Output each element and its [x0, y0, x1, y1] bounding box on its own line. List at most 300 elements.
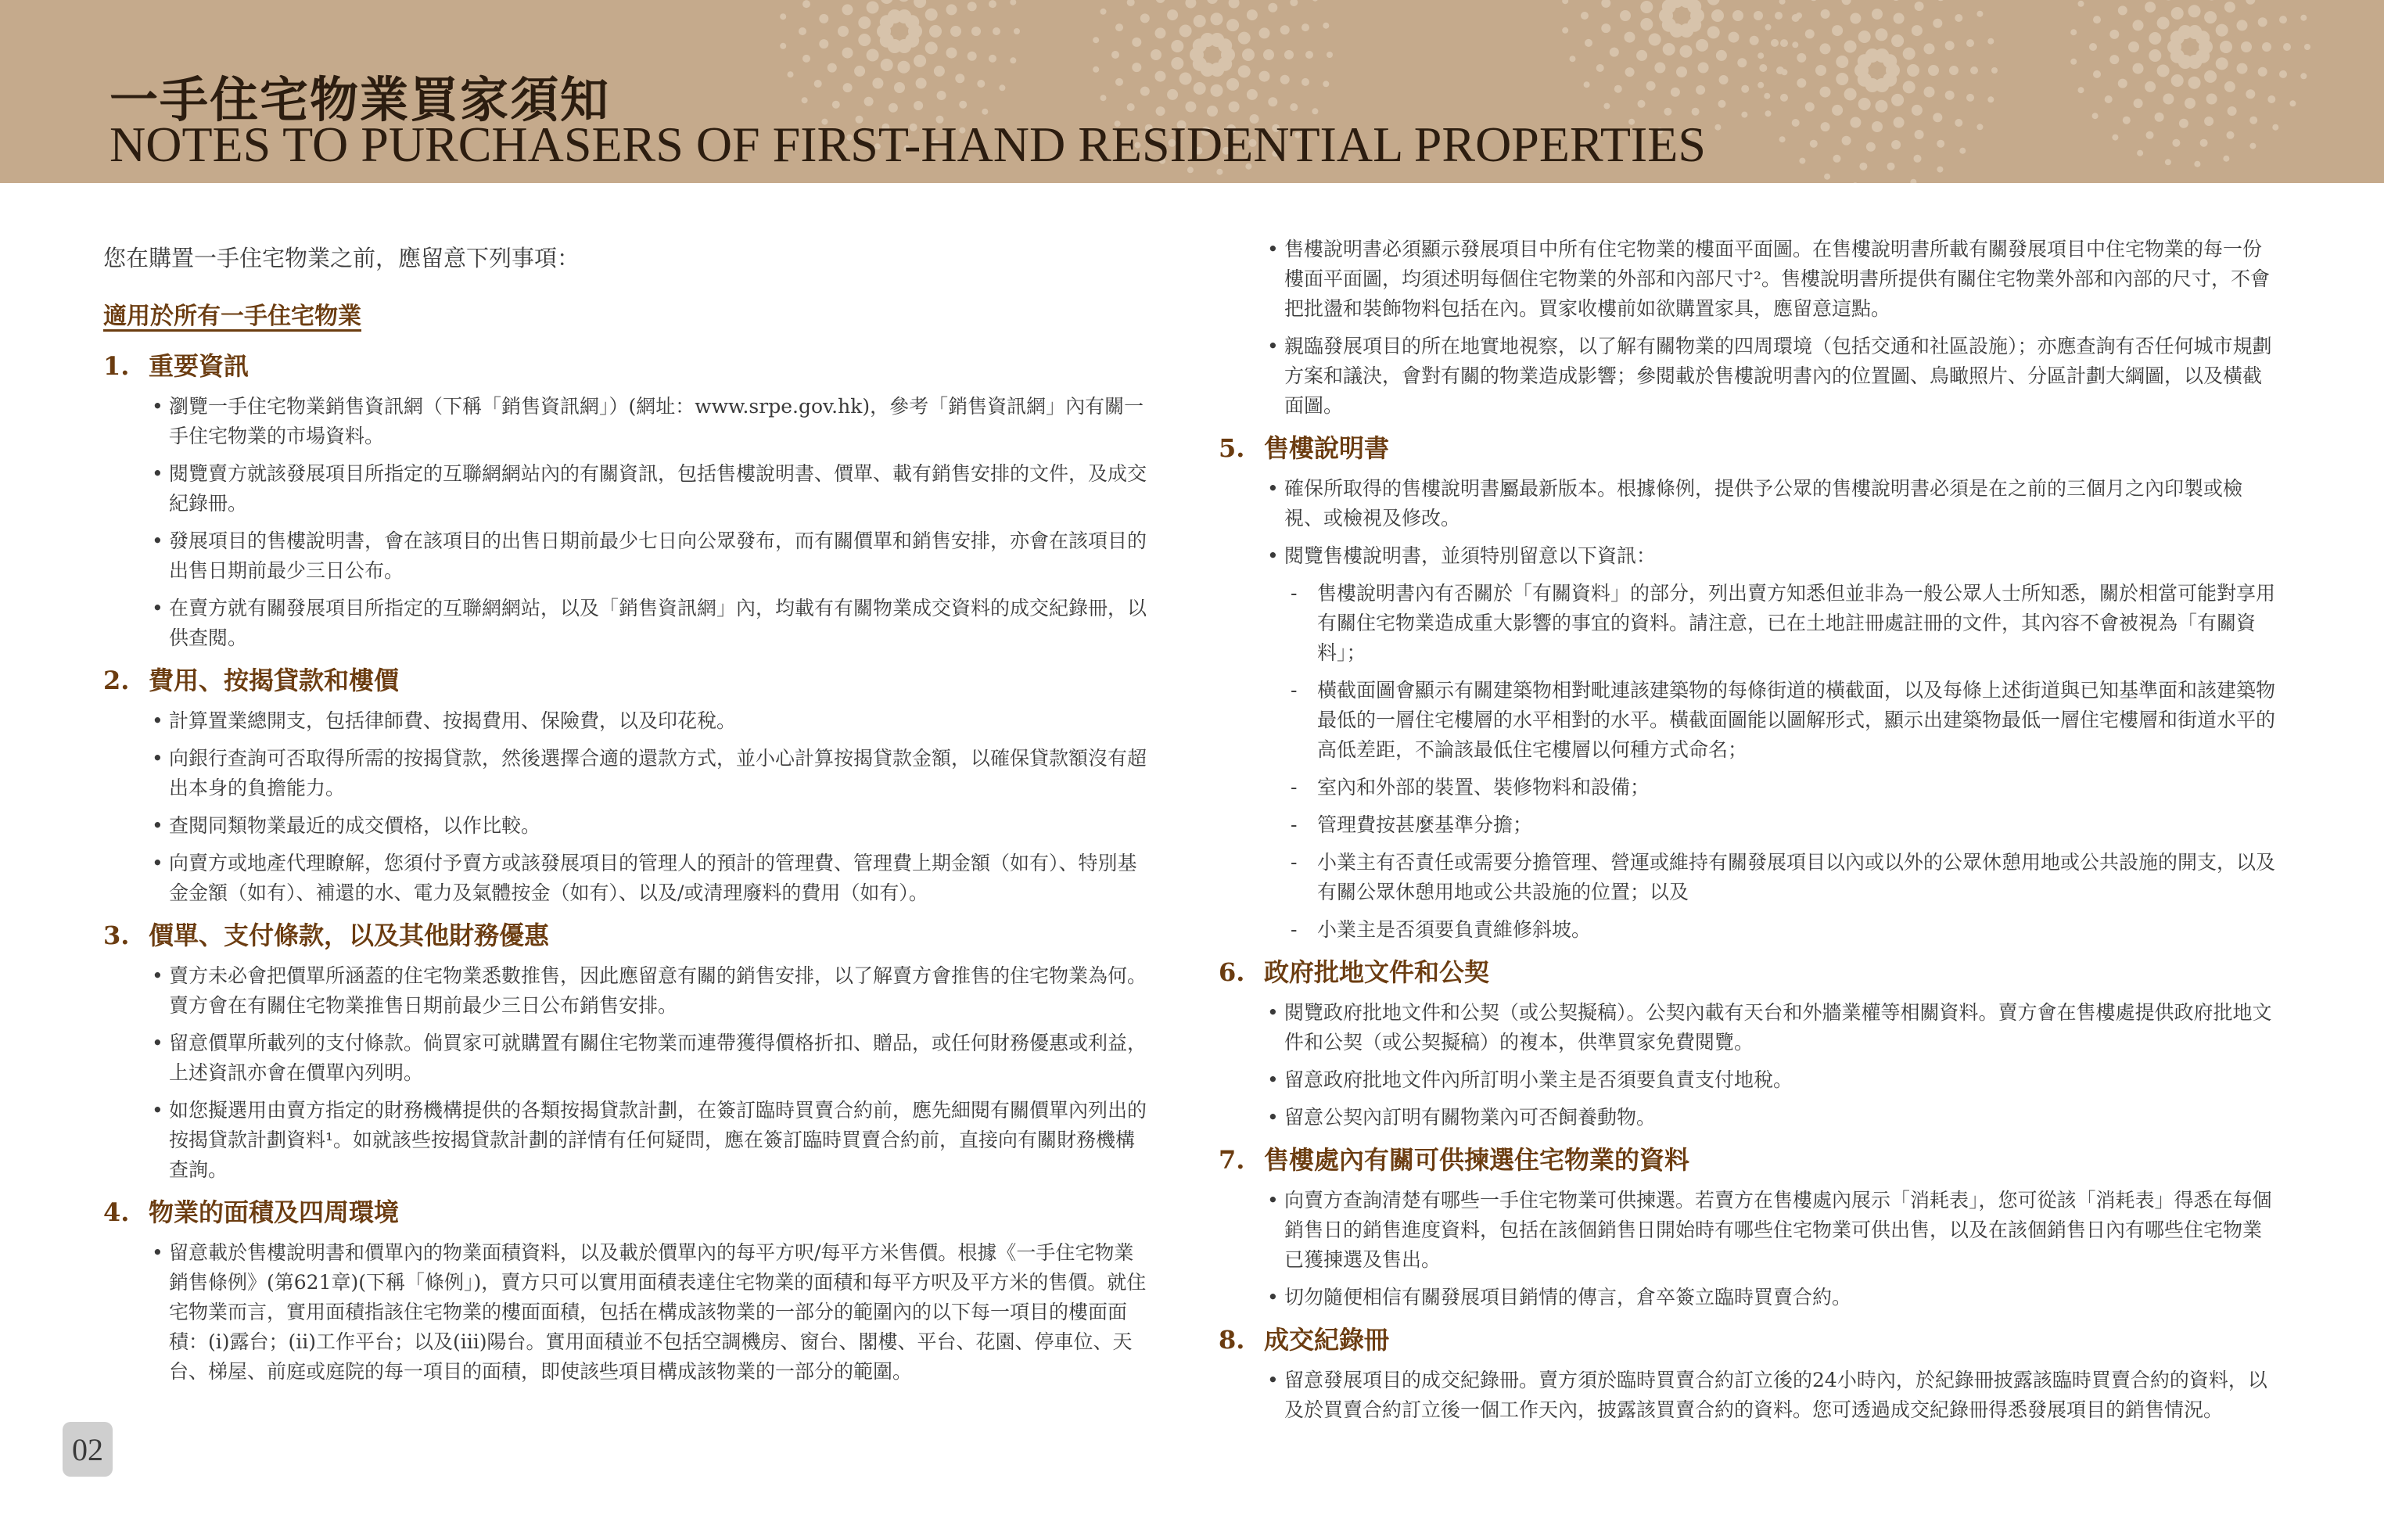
item-text: 親臨發展項目的所在地實地視察，以了解有關物業的四周環境（包括交通和社區設施）；亦應查詢有否任何城市規劃方案和議決，會對有關的物業造成影響；參閱載於售樓說明書內的位置圖、鳥瞰照片、分區計劃大綱圖，以及橫截面圖。: [1284, 335, 2272, 417]
list-item: [103, 706, 1153, 736]
decoration-dot: [1603, 103, 1610, 109]
decoration-dot: [1779, 136, 1786, 142]
decoration-dot: [1194, 15, 1206, 27]
decoration-dot: [1140, 87, 1150, 96]
decoration-dot: [2241, 41, 2252, 52]
decoration-dot: [1280, 75, 1290, 84]
decoration-dot: [1716, 50, 1727, 61]
bullet-icon: •: [152, 747, 163, 770]
decoration-dot: [2089, 43, 2097, 51]
section-4: [103, 1193, 1153, 1387]
section-number: 8.: [1219, 1325, 1245, 1355]
decoration-dot: [2289, 100, 2296, 106]
decoration-dot: [1741, 85, 1749, 93]
decoration-dot: [1780, 39, 1788, 47]
decoration-dot: [1821, 9, 1830, 19]
decoration-dot: [1928, 65, 1939, 76]
decoration-dot: [2262, 42, 2271, 52]
section-number: 6.: [1219, 957, 1245, 987]
decoration-dot: [1933, 113, 1942, 122]
decoration-dot: [2149, 49, 2161, 62]
decoration-dot: [1718, 100, 1726, 108]
dash-icon: -: [1291, 813, 1298, 836]
decoration-dot: [2070, 29, 2077, 35]
bullet-icon: •: [1267, 1106, 1279, 1129]
decoration-dot: [1780, 94, 1788, 102]
list-item: [103, 849, 1153, 908]
page-title-en: NOTES TO PURCHASERS OF FIRST-HAND RESIDENTIAL PROPERTIES: [110, 117, 1706, 172]
decoration-dot: [2118, 5, 2127, 15]
decoration-dot: [1581, 12, 1589, 20]
section-7: [1219, 1140, 2279, 1312]
decoration-dot: [2128, 41, 2139, 52]
decoration-dot: [946, 4, 957, 15]
decoration-dot: [1671, 88, 1680, 97]
decoration-dot: [1945, 41, 1955, 50]
decoration-dot: [1757, 82, 1764, 88]
section-3: [103, 916, 1153, 1185]
decoration-dot: [1194, 82, 1206, 95]
sub-list-item: [1219, 676, 2279, 765]
decoration-dot: [2267, 95, 2275, 103]
decoration-dot: [1915, 130, 1924, 139]
list-item: [1219, 1283, 2279, 1312]
section-heading: 費用、按揭貸款和樓價: [149, 666, 400, 695]
decoration-dot: [1284, 50, 1294, 59]
item-text: 橫截面圖會顯示有關建築物相對毗連該建築物的每條街道的橫截面，以及每條上述街道與已知基準面和該建築物最低的一層住宅樓層的水平相對的水平。橫截面圖能以圖解形式，顯示出建築物最低一層住宅樓層和街道水平的高低差距，不論該最低住宅樓層以何種方式命名；: [1317, 679, 2276, 761]
decoration-dot: [1596, 64, 1604, 72]
decoration-dot: [1238, 32, 1251, 45]
bullet-icon: •: [1267, 1286, 1279, 1308]
decoration-dot: [1640, 1, 1653, 13]
decoration-dot: [1155, 71, 1166, 82]
decoration-dot: [1127, 0, 1135, 6]
subhead: 適用於所有一手住宅物業: [103, 303, 361, 330]
item-text: 售樓說明書必須顯示發展項目中所有住宅物業的樓面平面圖。在售樓說明書所載有關發展項目中住宅物業的每一份樓面平面圖，均須述明每個住宅物業的外部和內部尺寸²。售樓說明書所提供有關住宅物業外部和內部的尺寸，不會把批盪和裝飾物料包括在內。買家收樓前如欲購置家具，應留意這點。: [1284, 238, 2271, 320]
decoration-dot: [982, 109, 988, 115]
decoration-dot: [2157, 17, 2170, 30]
decoration-dot: [1937, 167, 1943, 173]
decoration-dot: [1924, 87, 1935, 98]
decoration-dot: [1638, 100, 1646, 108]
decoration-dot: [2206, 0, 2217, 1]
decoration-dot: [858, 16, 871, 29]
decoration-dot: [2300, 73, 2307, 79]
decoration-dot: [1585, 39, 1592, 47]
decoration-dot: [1729, 32, 1740, 43]
bullet-icon: •: [1267, 335, 1279, 357]
decoration-dot: [838, 26, 849, 37]
decoration-dot: [950, 26, 961, 37]
decoration-dot: [1805, 29, 1815, 38]
decoration-dot: [1654, 63, 1665, 74]
section-title: [103, 661, 1153, 697]
section-number: 1.: [103, 351, 130, 381]
bullet-icon: •: [1267, 1189, 1279, 1212]
item-text: 查閱同類物業最近的成交價格，以作比較。: [169, 814, 541, 837]
decoration-dot: [2105, 95, 2113, 103]
decoration-dot: [905, 15, 919, 29]
decoration-dot: [1584, 81, 1590, 88]
dash-icon: -: [1291, 679, 1298, 702]
decoration-dot: [1100, 95, 1107, 101]
decoration-dot: [1764, 93, 1770, 99]
decoration-dot: [1664, 108, 1671, 116]
sub-list-item: [1219, 579, 2279, 668]
list-item: [1219, 1366, 2279, 1425]
decoration-dot: [2196, 31, 2210, 45]
decoration-dot: [1268, 97, 1277, 106]
item-text: 如您擬選用由賣方指定的財務機構提供的各類按揭貸款計劃，在簽訂臨時買賣合約前，應先細閱有關價單內列出的按揭貸款計劃資料¹。如就該些按揭貸款計劃的詳情有任何疑問，應在簽訂臨時買賣合約前，直接向有關財務機構查詢。: [169, 1099, 1147, 1181]
decoration-dot: [1872, 121, 1883, 132]
decoration-dot: [1268, 3, 1277, 13]
decoration-dot: [2133, 20, 2144, 31]
decoration-dot: [1140, 13, 1150, 23]
decoration-dot: [1211, 84, 1223, 97]
decoration-dot: [1765, 24, 1772, 31]
section-1: [103, 346, 1153, 653]
decoration-dot: [2237, 20, 2248, 31]
decoration-dot: [1836, 56, 1848, 68]
decoration-dot: [2171, 74, 2184, 87]
decoration-dot: [1127, 103, 1135, 111]
item-text: 在賣方就有關發展項目所指定的互聯網網站，以及「銷售資訊網」內，均載有有關物業成交資料的成交紀錄冊，以供查閱。: [169, 597, 1147, 649]
bullet-icon: •: [152, 597, 163, 619]
decoration-dot: [925, 41, 938, 54]
decoration-dot: [898, 0, 910, 2]
list-item: [1219, 332, 2279, 421]
decoration-dot: [1937, 140, 1944, 148]
decoration-dot: [1625, 67, 1635, 77]
page-number: 02: [63, 1422, 113, 1477]
decoration-dot: [2216, 24, 2228, 37]
page-title-zh: 一手住宅物業買家須知: [110, 71, 611, 128]
decoration-dot: [1290, 0, 1298, 6]
decoration-dot: [1226, 78, 1239, 91]
list-item: [103, 1238, 1153, 1387]
decoration-dot: [1115, 23, 1123, 31]
decoration-dot: [977, 80, 985, 88]
bullet-icon: •: [1267, 1369, 1279, 1391]
decoration-dot: [1937, 0, 1944, 1]
decoration-dot: [1620, 10, 1631, 21]
decoration-dot: [2272, 124, 2278, 131]
decoration-dot: [858, 34, 871, 46]
decoration-dot: [1562, 0, 1568, 4]
decoration-dot: [2112, 135, 2118, 141]
decoration-dot: [1696, 85, 1705, 95]
decoration-dot: [1955, 119, 1962, 127]
decoration-dot: [1167, 89, 1178, 100]
decoration-dot: [2163, 94, 2174, 105]
bullet-icon: •: [1267, 1068, 1279, 1091]
list-item: [1219, 998, 2279, 1057]
decoration-dot: [929, 25, 942, 38]
intro-text: 您在購置一手住宅物業之前，應留意下列事項：: [103, 245, 580, 271]
section-heading: 售樓說明書: [1264, 433, 1390, 463]
decoration-dot: [2258, 67, 2267, 77]
bullet-icon: •: [152, 814, 163, 837]
list-item: [103, 744, 1153, 803]
decoration-dot: [1171, 57, 1183, 70]
decoration-dot: [2194, 161, 2200, 167]
decoration-dot: [1614, 85, 1622, 93]
decoration-dot: [2145, 81, 2156, 92]
decoration-dot: [1966, 94, 1974, 102]
decoration-dot: [802, 97, 808, 103]
decoration-dot: [971, 27, 981, 36]
decoration-dot: [1970, 66, 1978, 74]
decoration-dot: [898, 61, 910, 74]
decoration-dot: [1302, 23, 1309, 31]
decoration-dot: [1010, 57, 1016, 63]
decoration-dot: [1797, 53, 1806, 63]
decoration-dot: [2123, 117, 2131, 124]
decoration-dot: [1876, 28, 1888, 41]
item-text: 賣方未必會把價單所涵蓋的住宅物業悉數推售，因此應留意有關的銷售安排，以了解賣方會推售的住宅物業為何。賣方會在有關住宅物業推售日期前最少三日公布銷售安排。: [169, 964, 1147, 1017]
decoration-dot: [1151, 49, 1161, 60]
decoration-dot: [925, 9, 938, 21]
item-text: 小業主有否責任或需要分擔管理、營運或維持有關發展項目以內或以外的公眾休憩用地或公共設施的開支，以及有關公眾休憩用地或公共設施的位置；以及: [1317, 851, 2276, 903]
decoration-dot: [1810, 0, 1818, 1]
decoration-dot: [1757, 52, 1764, 59]
decoration-dot: [2172, 139, 2180, 147]
bullet-icon: •: [1267, 1001, 1279, 1024]
decoration-dot: [2283, 43, 2291, 51]
decoration-dot: [2165, 159, 2171, 165]
decoration-dot: [1741, 112, 1747, 118]
decoration-dot: [1132, 38, 1141, 47]
decoration-dot: [1207, 106, 1218, 117]
decoration-dot: [2204, 11, 2217, 23]
section-heading: 物業的面積及四周環境: [149, 1197, 400, 1227]
decoration-dot: [1014, 28, 1020, 34]
section-number: 5.: [1219, 433, 1245, 463]
decoration-dot: [1866, 142, 1876, 152]
decoration-dot: [2228, 106, 2237, 116]
decoration-dot: [1714, 124, 1721, 131]
decoration-dot: [2279, 70, 2287, 78]
decoration-dot: [2093, 70, 2101, 78]
decoration-dot: [1280, 25, 1290, 34]
decoration-dot: [2145, 2, 2156, 13]
decoration-dot: [1636, 50, 1647, 61]
decoration-dot: [2223, 156, 2229, 162]
decoration-dot: [1779, 0, 1786, 5]
item-text: 向銀行查詢可否取得所需的按揭貸款，然後選擇合適的還款方式，並小心計算按揭貸款金額，以確保貸款額沒有超出本身的負擔能力。: [169, 747, 1147, 799]
decoration-dot: [989, 0, 996, 8]
decoration-dot: [2093, 16, 2101, 23]
list-item: [1219, 1065, 2279, 1095]
decoration-dot: [914, 55, 926, 67]
decoration-dot: [1914, 155, 1922, 163]
bullet-icon: •: [152, 395, 163, 418]
decoration-dot: [1323, 81, 1329, 87]
decoration-dot: [1719, 75, 1729, 84]
decoration-dot: [1601, 0, 1610, 8]
decoration-dot: [1640, 18, 1653, 31]
decoration-dot: [1570, 56, 1576, 62]
decoration-dot: [1792, 119, 1800, 127]
decoration-dot: [832, 101, 840, 109]
decoration-dot: [2216, 57, 2228, 70]
decoration-dot: [2078, 87, 2084, 93]
decoration-dot: [2304, 44, 2310, 50]
decoration-dot: [1247, 89, 1258, 100]
bullet-icon: •: [1267, 477, 1279, 500]
decoration-dot: [802, 55, 810, 63]
decoration-dot: [2246, 0, 2255, 5]
decoration-dot: [1858, 31, 1871, 43]
decoration-dot: [2227, 131, 2235, 139]
decoration-dot: [1323, 23, 1329, 29]
list-item: [103, 459, 1153, 519]
decoration-dot: [2279, 16, 2287, 23]
list-item: [103, 1028, 1153, 1088]
item-text: 室內和外部的裝置、裝修物料和設備；: [1317, 776, 1650, 799]
decoration-dot: [1610, 48, 1619, 57]
decoration-dot: [1218, 38, 1232, 52]
list-item: [103, 594, 1153, 653]
decoration-dot: [989, 55, 996, 63]
decoration-dot: [1698, 63, 1709, 74]
list-item: [1219, 541, 2279, 571]
section-title: [1219, 953, 2279, 989]
decoration-dot: [1696, 39, 1708, 52]
decoration-dot: [1754, 11, 1763, 20]
decoration-dot: [1891, 0, 1901, 1]
decoration-dot: [1179, 25, 1192, 38]
section-heading: 價單、支付條款，以及其他財務優惠: [149, 921, 550, 950]
decoration-dot: [916, 78, 927, 89]
right-column: [1219, 235, 2279, 1433]
decoration-dot: [1796, 13, 1802, 19]
decoration-dot: [1680, 45, 1693, 58]
sub-list-item: [1219, 773, 2279, 802]
section-title: [1219, 1140, 2279, 1176]
decoration-dot: [1821, 122, 1830, 131]
decoration-dot: [2179, 119, 2188, 128]
decoration-dot: [1732, 10, 1743, 21]
decoration-dot: [1775, 12, 1783, 20]
decoration-dot: [1263, 49, 1274, 60]
decoration-dot: [1792, 41, 1798, 48]
decoration-dot: [1915, 2, 1924, 11]
decoration-dot: [788, 71, 794, 77]
decoration-dot: [2092, 113, 2099, 119]
decoration-dot: [1907, 64, 1919, 77]
decoration-dot: [1842, 136, 1851, 145]
decoration-dot: [2109, 30, 2119, 39]
decoration-dot: [843, 83, 853, 92]
decoration-dot: [881, 0, 893, 4]
section-title: [103, 916, 1153, 952]
decoration-dot: [1290, 103, 1298, 111]
section-title: [103, 1193, 1153, 1229]
decoration-dot: [842, 4, 853, 15]
decoration-dot: [2185, 98, 2196, 109]
decoration-dot: [999, 84, 1005, 91]
decoration-dot: [802, 0, 810, 8]
item-text: 留意政府批地文件內所訂明小業主是否須要負責支付地稅。: [1284, 1068, 1793, 1091]
decoration-dot: [1771, 39, 1779, 47]
section-5: [1219, 429, 2279, 945]
decoration-dot: [2204, 117, 2213, 126]
decoration-dot: [968, 2, 977, 11]
decoration-dot: [1692, 108, 1700, 116]
decoration-dot: [1987, 96, 1994, 102]
decoration-dot: [1100, 9, 1107, 15]
decoration-dot: [1836, 73, 1848, 85]
decoration-dot: [1259, 27, 1270, 38]
decoration-dot: [1894, 117, 1905, 128]
decoration-dot: [1093, 37, 1099, 43]
list-item: [103, 392, 1153, 451]
item-text: 向賣方或地產代理瞭解，您須付予賣方或該發展項目的管理人的預計的管理費、管理費上期金額（如有）、特別基金金額（如有）、補還的水、電力及氣體按金（如有）、以及/或清理廢料的費用（如有）。: [169, 852, 1137, 904]
decoration-dot: [1238, 65, 1251, 77]
decoration-dot: [1312, 0, 1318, 2]
decoration-dot: [819, 14, 828, 23]
decoration-dot: [2078, 1, 2084, 7]
decoration-dot: [1711, 9, 1724, 22]
decoration-dot: [2300, 15, 2307, 21]
decoration-dot: [1259, 71, 1270, 82]
decoration-dot: [1859, 163, 1867, 171]
decoration-dot: [2224, 81, 2235, 92]
decoration-dot: [2200, 139, 2208, 147]
decoration-dot: [1167, 9, 1178, 20]
header-banner: [0, 0, 2384, 183]
item-text: 管理費按甚麼基準分擔；: [1317, 813, 1533, 836]
sub-list-item: [1219, 848, 2279, 907]
decoration-dot: [1663, 43, 1675, 56]
item-text: 售樓說明書內有否關於「有關資料」的部分，列出賣方知悉但並非為一般公眾人士所知悉，關於相當可能對享用有關住宅物業造成重大影響的事宜的資料。請注意，已在土地註冊處註冊的文件，其內容不會被視為「有關資料」；: [1317, 582, 2276, 664]
list-item: [103, 811, 1153, 841]
item-text: 留意公契內訂明有關物業內可否飼養動物。: [1284, 1106, 1657, 1129]
item-text: 小業主是否須要負責維修斜坡。: [1317, 918, 1592, 941]
decoration-dot: [2155, 113, 2164, 122]
decoration-dot: [1226, 19, 1239, 31]
bullet-icon: •: [152, 529, 163, 552]
decoration-dot: [1115, 78, 1123, 86]
item-text: 閱覽售樓說明書，並須特別留意以下資訊：: [1284, 544, 1657, 567]
decoration-dot: [1891, 140, 1901, 149]
decoration-dot: [1912, 25, 1923, 36]
decoration-dot: [1707, 26, 1720, 38]
section-title: [1219, 1320, 2279, 1356]
decoration-dot: [867, 2, 879, 14]
decoration-dot: [1903, 81, 1915, 93]
decoration-dot: [1976, 11, 1983, 17]
item-text: 向賣方查詢清楚有哪些一手住宅物業可供揀選。若賣方在售樓處內展示「消耗表」，您可從該「消耗表」得悉在每個銷售日的銷售進度資料，包括在該個銷售日開始時有哪些住宅物業可供出售，以及在該個銷售日內有哪些住宅物業已獲揀選及售出。: [1284, 1189, 2272, 1271]
section-heading: 政府批地文件和公契: [1264, 957, 1490, 987]
decoration-dot: [2206, 94, 2217, 105]
list-item: [1219, 474, 2279, 533]
decoration-dot: [1302, 78, 1309, 86]
dash-icon: -: [1291, 851, 1298, 874]
decoration-dot: [1924, 43, 1935, 54]
decoration-dot: [2149, 32, 2161, 45]
decoration-dot: [1832, 25, 1843, 36]
decoration-dot: [1211, 13, 1223, 25]
dash-icon: -: [1291, 776, 1298, 799]
item-text: 留意載於售樓說明書和價單內的物業面積資料，以及載於價單內的每平方呎/每平方米售價。根據《一手住宅物業銷售條例》(第621章)(下稱「條例」)，賣方只可以實用面積表達住宅物業的面積和每平方呎及平方米的售價。就住宅物業而言，實用面積指該住宅物業的樓面面積，包括在構成該物業的一部分的範圍內的以下每一項目的樓面面積：(i)露台；(ii)工作平台；以及(iii)陽台。實用面積並不包括空調機房、窗台、閣樓、平台、花園、停車位、天台、梯屋、前庭或庭院的每一項目的面積，即使該些項目構成該物業的一部分的範圍。: [169, 1241, 1147, 1383]
decoration-dot: [1820, 87, 1831, 98]
list-item: [1219, 1103, 2279, 1133]
decoration-dot: [1955, 14, 1962, 22]
decoration-dot: [1799, 158, 1805, 164]
decoration-dot: [1852, 182, 1858, 183]
